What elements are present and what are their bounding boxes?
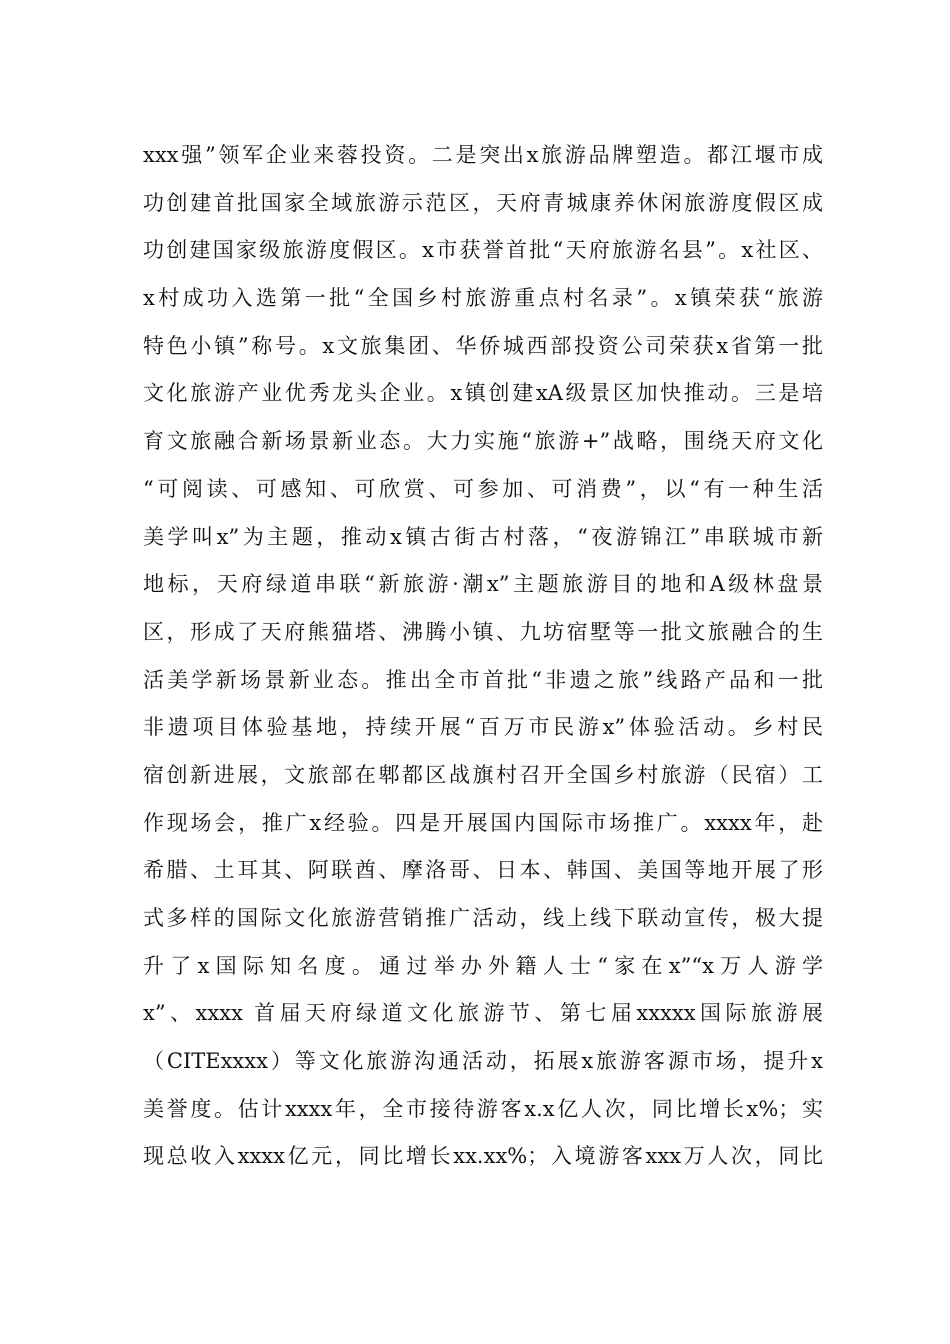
text-line: 非遗项目体验基地，持续开展“百万市民游x”体验活动。乡村民 [143, 715, 823, 740]
body-paragraph [143, 132, 823, 1181]
text-line: x”、xxxx 首届天府绿道文化旅游节、第七届xxxxx国际旅游展 [143, 1001, 823, 1026]
text-line: 希腊、土耳其、阿联酋、摩洛哥、日本、韩国、美国等地开展了形 [143, 858, 823, 883]
text-line: 育文旅融合新场景新业态。大力实施“旅游+”战略，围绕天府文化 [143, 429, 823, 454]
text-line: 现总收入xxxx亿元，同比增长xx.xx%；入境游客xxx万人次，同比 [143, 1144, 823, 1169]
text-line: 美学叫x”为主题，推动x镇古街古村落，“夜游锦江”串联城市新 [143, 524, 823, 549]
text-line: 升了x国际知名度。通过举办外籍人士“家在x”“x万人游学 [143, 953, 823, 978]
text-line: 文化旅游产业优秀龙头企业。x镇创建xA级景区加快推动。三是培 [143, 381, 823, 406]
text-line: 美誉度。估计xxxx年，全市接待游客x.x亿人次，同比增长x%；实 [143, 1096, 823, 1121]
text-line: xxx强”领军企业来蓉投资。二是突出x旅游品牌塑造。都江堰市成 [143, 143, 823, 167]
text-line: “可阅读、可感知、可欣赏、可参加、可消费”，以“有一种生活 [143, 476, 823, 501]
text-line: 区，形成了天府熊猫塔、沸腾小镇、九坊宿墅等一批文旅融合的生 [143, 619, 823, 644]
text-line: 宿创新进展，文旅部在郫都区战旗村召开全国乡村旅游（民宿）工 [143, 762, 823, 787]
text-line: 功创建首批国家全域旅游示范区，天府青城康养休闲旅游度假区成 [143, 190, 823, 215]
text-line: 特色小镇”称号。x文旅集团、华侨城西部投资公司荣获x省第一批 [143, 333, 823, 358]
text-line: 活美学新场景新业态。推出全市首批“非遗之旅”线路产品和一批 [143, 667, 823, 692]
text-line: 式多样的国际文化旅游营销推广活动，线上线下联动宣传，极大提 [143, 906, 823, 930]
text-line: x村成功入选第一批“全国乡村旅游重点村名录”。x镇荣获“旅游 [143, 286, 823, 311]
text-line: （CITExxxx）等文化旅游沟通活动，拓展x旅游客源市场，提升x [143, 1049, 823, 1074]
text-line: 地标，天府绿道串联“新旅游·潮x”主题旅游目的地和A级林盘景 [143, 572, 823, 597]
text-line: 作现场会，推广x经验。四是开展国内国际市场推广。xxxx年，赴 [143, 810, 823, 835]
text-line: 功创建国家级旅游度假区。x市获誉首批“天府旅游名县”。x社区、 [143, 238, 823, 263]
